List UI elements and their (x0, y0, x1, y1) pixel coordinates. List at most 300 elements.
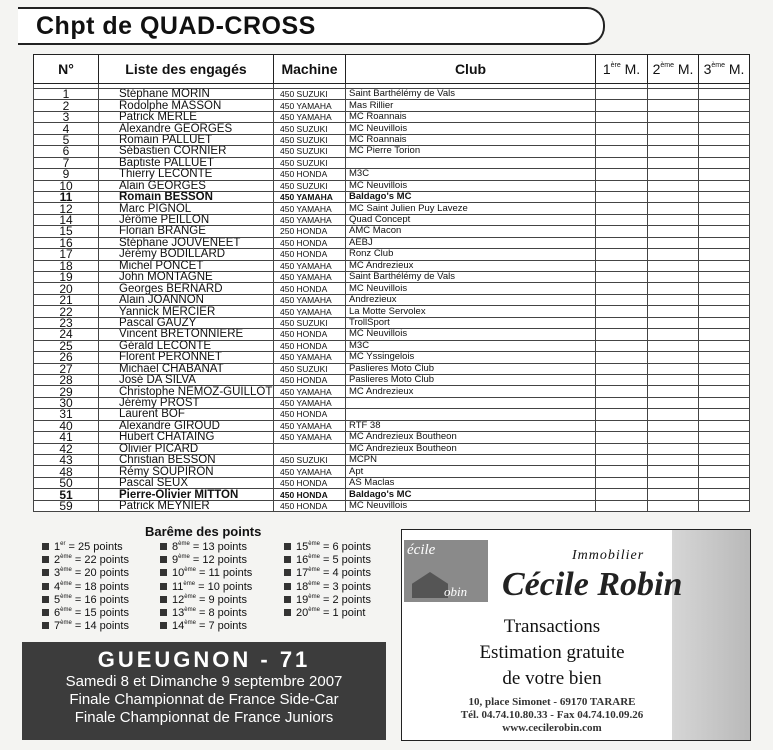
entry-name: Alexandre GEORGES (99, 123, 274, 134)
round-1-cell[interactable] (596, 203, 648, 214)
entry-name: Florent PERONNET (99, 352, 274, 363)
bareme-rank-suffix: ème (184, 620, 196, 627)
square-bullet-icon (284, 556, 291, 563)
round-2-cell[interactable] (648, 374, 699, 385)
bareme-item (160, 620, 252, 633)
entry-name: Georges BERNARD (99, 283, 274, 294)
round-1-cell[interactable] (596, 420, 648, 431)
entry-club: MC Saint Julien Puy Laveze (346, 203, 596, 214)
bareme-rank-suffix: ème (60, 593, 72, 600)
round-1-cell[interactable] (596, 477, 648, 488)
entry-club: MC Roannais (346, 134, 596, 145)
entry-number: 30 (34, 397, 99, 408)
table-row (34, 157, 750, 168)
bareme-item (160, 594, 252, 607)
bareme-rank: 6 (54, 606, 61, 619)
ad-phone: Tél. 04.74.10.80.33 - Fax 04.74.10.09.26 (460, 709, 644, 721)
round-3-cell[interactable] (699, 169, 750, 180)
entry-machine: 450 YAMAHA (274, 214, 346, 225)
ad-immobilier: Immobilier (572, 548, 645, 563)
bareme-column-1 (42, 541, 129, 633)
entry-name: Michael CHABANAT (99, 363, 274, 374)
event-line-2: Finale Championnat de France Juniors (74, 709, 334, 726)
table-row (34, 226, 750, 237)
round-2-cell[interactable] (648, 317, 699, 328)
table-row (34, 123, 750, 134)
table-row (34, 294, 750, 305)
round-1-cell[interactable] (596, 306, 648, 317)
entry-number: 1 (34, 89, 99, 100)
round-1-cell[interactable] (596, 272, 648, 283)
entry-name: Baptiste PALLUET (99, 157, 274, 168)
round-1-cell[interactable] (596, 237, 648, 248)
entry-machine: 450 HONDA (274, 249, 346, 260)
round-3-cell[interactable] (699, 146, 750, 157)
ad-brand: Cécile Robin (502, 566, 683, 603)
entry-name: Stéphane MORIN (99, 89, 274, 100)
bareme-rank: 1 (54, 541, 61, 553)
bareme-rank-suffix: ème (60, 620, 72, 627)
round-3-cell[interactable] (699, 157, 750, 168)
header-num: N° (34, 55, 99, 84)
bareme-rank-suffix: ème (308, 541, 320, 547)
bareme-item (42, 554, 129, 567)
bareme-title: Barême des points (145, 524, 262, 539)
round-1-cell[interactable] (596, 329, 648, 340)
round-1-cell[interactable] (596, 363, 648, 374)
round-3-cell[interactable] (699, 272, 750, 283)
table-row (34, 89, 750, 100)
bareme-rank: 14 (172, 620, 185, 633)
entry-name: Alexandre GIROUD (99, 420, 274, 431)
bareme-points: = 16 points (71, 593, 129, 606)
round-1-cell[interactable] (596, 397, 648, 408)
bareme-rank: 7 (54, 620, 61, 633)
round-2-cell[interactable] (648, 409, 699, 420)
bareme-rank-suffix: ème (60, 606, 72, 613)
table-row (34, 180, 750, 191)
round-2-cell[interactable] (648, 500, 699, 511)
square-bullet-icon (160, 543, 167, 550)
bareme-rank: 4 (54, 580, 61, 593)
bareme-rank: 11 (172, 580, 184, 593)
entry-club: Quad Concept (346, 214, 596, 225)
entry-club: TrollSport (346, 317, 596, 328)
bareme-points: = 9 points (195, 593, 247, 606)
round-1-cell[interactable] (596, 134, 648, 145)
round-3-cell[interactable] (699, 226, 750, 237)
round-1-cell[interactable] (596, 226, 648, 237)
bareme-points: = 22 points (71, 554, 129, 567)
round-1-cell[interactable] (596, 489, 648, 500)
round-2-cell[interactable] (648, 283, 699, 294)
round-1-cell[interactable] (596, 249, 648, 260)
entry-number: 18 (34, 260, 99, 271)
round-3-cell[interactable] (699, 134, 750, 145)
table-row (34, 249, 750, 260)
entry-club (346, 409, 596, 420)
round-3-cell[interactable] (699, 123, 750, 134)
table-row (34, 317, 750, 328)
round-1-cell[interactable] (596, 455, 648, 466)
entry-number: 25 (34, 340, 99, 351)
entry-name: Thierry LECONTE (99, 169, 274, 180)
entry-name: Rodolphe MASSON (99, 100, 274, 111)
round-2-cell[interactable] (648, 180, 699, 191)
round-3-cell[interactable] (699, 489, 750, 500)
bareme-rank: 12 (172, 593, 185, 606)
entry-machine: 450 YAMAHA (274, 306, 346, 317)
entry-number: 2 (34, 100, 99, 111)
header-round-2: 2ème M. (648, 55, 699, 84)
bareme-rank: 3 (54, 567, 61, 580)
round-1-cell[interactable] (596, 352, 648, 363)
bareme-rank-suffix: ème (60, 567, 72, 574)
entry-name: Yannick MERCIER (99, 306, 274, 317)
entry-machine: 450 YAMAHA (274, 100, 346, 111)
entry-machine: 450 HONDA (274, 489, 346, 500)
round-1-cell[interactable] (596, 260, 648, 271)
table-row (34, 134, 750, 145)
round-2-cell[interactable] (648, 157, 699, 168)
round-2-cell[interactable] (648, 146, 699, 157)
square-bullet-icon (42, 622, 49, 629)
round-1-cell[interactable] (596, 111, 648, 122)
round-2-cell[interactable] (648, 443, 699, 454)
entry-number: 40 (34, 420, 99, 431)
round-2-cell[interactable] (648, 214, 699, 225)
ad-service-2: Estimation gratuite (479, 642, 625, 663)
round-3-cell[interactable] (699, 111, 750, 122)
entry-number: 51 (34, 489, 99, 500)
header-name: Liste des engagés (99, 55, 274, 84)
table-row (34, 363, 750, 374)
round-3-cell[interactable] (699, 409, 750, 420)
entry-club: MC Roannais (346, 111, 596, 122)
entry-club: Andrezieux (346, 294, 596, 305)
entry-machine: 450 YAMAHA (274, 352, 346, 363)
round-1-cell[interactable] (596, 169, 648, 180)
round-2-cell[interactable] (648, 363, 699, 374)
round-2-cell[interactable] (648, 272, 699, 283)
ad-website: www.cecilerobin.com (502, 722, 602, 734)
bareme-points: = 3 points (319, 580, 371, 593)
entry-name: Romain BESSON (99, 191, 274, 202)
bareme-rank: 18 (296, 580, 309, 593)
round-2-cell[interactable] (648, 420, 699, 431)
ad-logo-text-top: écile (407, 542, 436, 558)
bareme-rank-suffix: ème (308, 593, 320, 600)
round-2-cell[interactable] (648, 455, 699, 466)
round-1-cell[interactable] (596, 283, 648, 294)
bareme-rank: 5 (54, 593, 61, 606)
entry-machine: 450 YAMAHA (274, 272, 346, 283)
round-3-cell[interactable] (699, 249, 750, 260)
round-1-cell[interactable] (596, 409, 648, 420)
bareme-points: = 4 points (319, 567, 371, 580)
square-bullet-icon (42, 596, 49, 603)
entry-machine: 450 YAMAHA (274, 294, 346, 305)
bareme-rank: 17 (296, 567, 309, 580)
entry-machine: 450 HONDA (274, 237, 346, 248)
round-2-cell[interactable] (648, 489, 699, 500)
round-2-cell[interactable] (648, 123, 699, 134)
round-3-cell[interactable] (699, 363, 750, 374)
ad-service-3: de votre bien (502, 668, 602, 689)
round-3-cell[interactable] (699, 455, 750, 466)
entry-number: 43 (34, 455, 99, 466)
entry-name: Patrick MERLE (99, 111, 274, 122)
round-3-cell[interactable] (699, 329, 750, 340)
entry-club: MC Neuvillois (346, 283, 596, 294)
entry-club: AMC Macon (346, 226, 596, 237)
round-2-cell[interactable] (648, 352, 699, 363)
round-1-cell[interactable] (596, 443, 648, 454)
ad-logo (404, 540, 488, 602)
round-2-cell[interactable] (648, 100, 699, 111)
bareme-rank: 2 (54, 554, 61, 567)
entry-name: Gérald LECONTE (99, 340, 274, 351)
round-3-cell[interactable] (699, 306, 750, 317)
round-3-cell[interactable] (699, 317, 750, 328)
round-3-cell[interactable] (699, 420, 750, 431)
square-bullet-icon (160, 583, 167, 590)
ad-address: 10, place Simonet - 69170 TARARE (468, 696, 636, 708)
round-2-cell[interactable] (648, 237, 699, 248)
bareme-item (42, 607, 129, 620)
round-1-cell[interactable] (596, 100, 648, 111)
round-1-cell[interactable] (596, 500, 648, 511)
entry-machine: 450 SUZUKI (274, 123, 346, 134)
round-2-cell[interactable] (648, 203, 699, 214)
square-bullet-icon (160, 569, 167, 576)
square-bullet-icon (160, 622, 167, 629)
entry-name: Stéphane JOUVENEET (99, 237, 274, 248)
round-1-cell[interactable] (596, 123, 648, 134)
bareme-rank: 9 (172, 554, 179, 567)
entry-name: Jérémy BODILLARD (99, 249, 274, 260)
entry-number: 26 (34, 352, 99, 363)
entry-name: Pascal GAUZY (99, 317, 274, 328)
round-1-cell[interactable] (596, 386, 648, 397)
round-1-cell[interactable] (596, 374, 648, 385)
bareme-item (42, 581, 129, 594)
round-2-cell[interactable] (648, 477, 699, 488)
bareme-item (284, 554, 371, 567)
entry-club: MC Neuvillois (346, 329, 596, 340)
round-3-cell[interactable] (699, 352, 750, 363)
entry-number: 11 (34, 191, 99, 202)
square-bullet-icon (284, 569, 291, 576)
round-3-cell[interactable] (699, 191, 750, 202)
round-2-cell[interactable] (648, 134, 699, 145)
round-3-cell[interactable] (699, 443, 750, 454)
round-1-cell[interactable] (596, 180, 648, 191)
entry-club (346, 397, 596, 408)
round-1-cell[interactable] (596, 214, 648, 225)
round-2-cell[interactable] (648, 226, 699, 237)
table-row (34, 409, 750, 420)
round-1-cell[interactable] (596, 89, 648, 100)
round-3-cell[interactable] (699, 500, 750, 511)
bareme-item (284, 581, 371, 594)
bareme-points: = 7 points (195, 620, 247, 633)
round-2-cell[interactable] (648, 260, 699, 271)
round-1-cell[interactable] (596, 146, 648, 157)
round-3-cell[interactable] (699, 374, 750, 385)
entry-club: Baldago's MC (346, 489, 596, 500)
bareme-rank-suffix: ème (308, 567, 320, 574)
entry-number: 41 (34, 432, 99, 443)
bareme-points: = 2 points (319, 593, 371, 606)
entry-number: 28 (34, 374, 99, 385)
bareme-item (42, 620, 129, 633)
entry-number: 24 (34, 329, 99, 340)
bareme-item (160, 581, 252, 594)
entry-name: Pierre-Olivier MITTON (99, 489, 274, 500)
entry-name: Olivier PICARD (99, 443, 274, 454)
round-3-cell[interactable] (699, 89, 750, 100)
round-3-cell[interactable] (699, 294, 750, 305)
round-1-cell[interactable] (596, 340, 648, 351)
bareme-rank-suffix: ème (308, 554, 320, 561)
bareme-rank-suffix: ème (183, 580, 196, 587)
round-3-cell[interactable] (699, 203, 750, 214)
entry-number: 15 (34, 226, 99, 237)
round-3-cell[interactable] (699, 214, 750, 225)
round-3-cell[interactable] (699, 100, 750, 111)
entry-name: Pascal SEUX (99, 477, 274, 488)
bareme-item (284, 594, 371, 607)
bareme-points: = 11 points (195, 567, 253, 580)
event-date: Samedi 8 et Dimanche 9 septembre 2007 (65, 673, 343, 690)
square-bullet-icon (284, 583, 291, 590)
entry-name: Hubert CHATAING (99, 432, 274, 443)
bareme-rank-suffix: ème (184, 567, 196, 574)
square-bullet-icon (160, 609, 167, 616)
entry-machine: 450 HONDA (274, 329, 346, 340)
bareme-column-3 (284, 541, 371, 620)
entry-machine: 450 HONDA (274, 374, 346, 385)
round-2-cell[interactable] (648, 306, 699, 317)
round-1-cell[interactable] (596, 294, 648, 305)
round-3-cell[interactable] (699, 283, 750, 294)
entry-club: M3C (346, 169, 596, 180)
round-2-cell[interactable] (648, 397, 699, 408)
entry-name: Jérémy PROST (99, 397, 274, 408)
entry-name: Romain PALLUET (99, 134, 274, 145)
round-3-cell[interactable] (699, 237, 750, 248)
round-3-cell[interactable] (699, 260, 750, 271)
round-3-cell[interactable] (699, 386, 750, 397)
entry-machine: 450 YAMAHA (274, 397, 346, 408)
entry-machine: 450 YAMAHA (274, 420, 346, 431)
round-3-cell[interactable] (699, 340, 750, 351)
square-bullet-icon (284, 543, 291, 550)
round-1-cell[interactable] (596, 317, 648, 328)
entry-number: 4 (34, 123, 99, 134)
entry-club: MC Andrezieux Boutheon (346, 432, 596, 443)
entry-number: 59 (34, 500, 99, 511)
round-2-cell[interactable] (648, 329, 699, 340)
entry-number: 31 (34, 409, 99, 420)
entry-machine: 250 HONDA (274, 226, 346, 237)
round-2-cell[interactable] (648, 340, 699, 351)
round-2-cell[interactable] (648, 432, 699, 443)
bareme-points: = 10 points (195, 580, 253, 593)
round-2-cell[interactable] (648, 89, 699, 100)
table-row (34, 191, 750, 202)
entry-name: Patrick MEYNIER (99, 500, 274, 511)
bareme-item (160, 554, 252, 567)
square-bullet-icon (42, 609, 49, 616)
round-2-cell[interactable] (648, 386, 699, 397)
round-2-cell[interactable] (648, 249, 699, 260)
entry-machine: 450 YAMAHA (274, 111, 346, 122)
bareme-column-2 (160, 541, 252, 633)
table-row (34, 214, 750, 225)
house-icon (412, 572, 448, 598)
table-row (34, 100, 750, 111)
bareme-points: = 15 points (71, 606, 129, 619)
entry-name: Christian BESSON (99, 455, 274, 466)
header-round-3: 3ème M. (699, 55, 750, 84)
round-1-cell[interactable] (596, 432, 648, 443)
entry-club: Saint Barthélémy de Vals (346, 272, 596, 283)
round-1-cell[interactable] (596, 157, 648, 168)
round-3-cell[interactable] (699, 477, 750, 488)
square-bullet-icon (284, 609, 291, 616)
entry-machine: 450 SUZUKI (274, 180, 346, 191)
entry-machine: 450 HONDA (274, 409, 346, 420)
round-1-cell[interactable] (596, 191, 648, 202)
entry-number: 42 (34, 443, 99, 454)
entry-club (346, 157, 596, 168)
entry-club: MC Pierre Torion (346, 146, 596, 157)
entry-club: MCPN (346, 455, 596, 466)
entry-club: M3C (346, 340, 596, 351)
bareme-rank: 20 (296, 606, 309, 619)
entry-club: Mas Rillier (346, 100, 596, 111)
entry-club: MC Neuvillois (346, 123, 596, 134)
table-row (34, 397, 750, 408)
table-row (34, 306, 750, 317)
bareme-points: = 1 point (319, 606, 366, 619)
entry-machine: 450 HONDA (274, 169, 346, 180)
entry-machine (274, 443, 346, 454)
entry-name: Marc PIGNOL (99, 203, 274, 214)
entry-name: Alain JOANNON (99, 294, 274, 305)
round-3-cell[interactable] (699, 397, 750, 408)
round-2-cell[interactable] (648, 466, 699, 477)
round-2-cell[interactable] (648, 169, 699, 180)
table-row (34, 466, 750, 477)
entry-name: Rémy SOUPIRON (99, 466, 274, 477)
round-1-cell[interactable] (596, 466, 648, 477)
round-2-cell[interactable] (648, 191, 699, 202)
round-3-cell[interactable] (699, 180, 750, 191)
bareme-item (42, 567, 129, 580)
entry-number: 6 (34, 146, 99, 157)
round-3-cell[interactable] (699, 432, 750, 443)
round-2-cell[interactable] (648, 294, 699, 305)
ad-service-1: Transactions (503, 616, 601, 637)
round-3-cell[interactable] (699, 466, 750, 477)
round-2-cell[interactable] (648, 111, 699, 122)
table-row (34, 237, 750, 248)
entry-club: Saint Barthélémy de Vals (346, 89, 596, 100)
table-row (34, 111, 750, 122)
